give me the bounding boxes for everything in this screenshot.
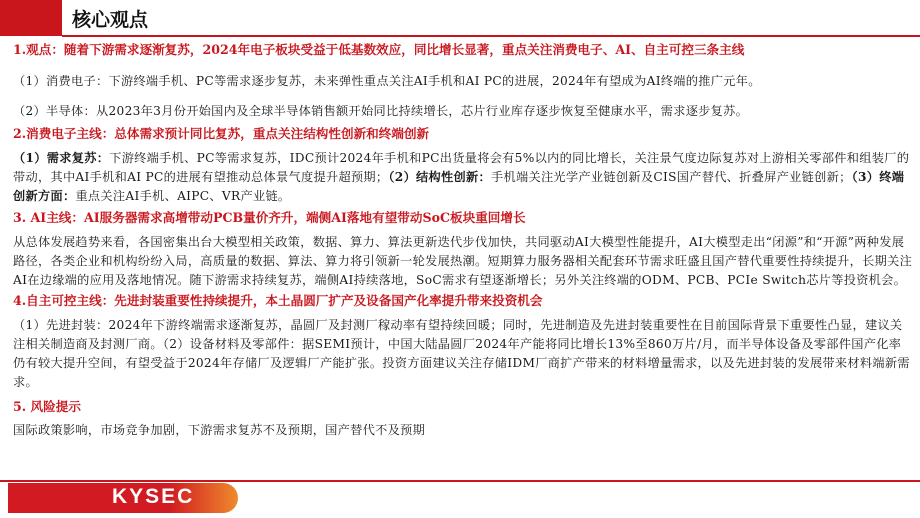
demand-recovery-text: 下游终端手机、PC等需求复苏，IDC预计2024年手机和PC出货量将会有5%以内的同比增长，关注景气度边际复苏对上游相关零部件和组装厂的带动，其中AI手机和AI PC的进展有望推动总体景气度提升超预期； <box>13 151 910 184</box>
content-area <box>13 40 913 440</box>
title-accent-block <box>0 0 62 36</box>
section-2-heading: 2.消费电子主线：总体需求预计同比复苏，重点关注结构性创新和终端创新 <box>13 126 430 141</box>
footer-divider <box>0 480 920 482</box>
structural-innovation-text: 手机端关注光学产业链创新及CIS国产替代、折叠屏产业链创新； <box>491 170 852 184</box>
section-4-heading: 4.自主可控主线：先进封装重要性持续提升，本土晶圆厂扩产及设备国产化率提升带来投资机会 <box>13 293 543 308</box>
section-1-paragraph-1: （1）消费电子：下游终端手机、PC等需求逐步复苏，未来弹性重点关注AI手机和AI PC的进展，2024年有望成为AI终端的推广元年。 <box>13 74 761 88</box>
title-underline <box>62 35 920 37</box>
title-bar <box>0 0 920 38</box>
logo-text: KYSEC <box>112 485 195 508</box>
section-4-paragraph: （1）先进封装：2024年下游终端需求逐渐复苏，晶圆厂及封测厂稼动率有望持续回暖；同时，先进制造及先进封装重要性在目前国际背景下重要性凸显，建议关注相关制造商及封测厂商。（2）设备材料及零部件：据SEMI预计，中国大陆晶圆厂2024年产能将同比增长13%至860万片/月，而半导体设备及零部件国产化率仍有较大提升空间，有望受益于2024年存储厂及逻辑厂产能扩张。投资方面建议关注存储IDM厂商扩产带来的材料增量需求，以及先进封装的发展带来材料端新需求。 <box>13 318 910 389</box>
section-1-paragraph-2: （2）半导体：从2023年3月份开始国内及全球半导体销售额开始同比持续增长，芯片行业库存逐步恢复至健康水平，需求逐步复苏。 <box>13 104 749 118</box>
section-2-paragraph <box>13 149 913 206</box>
kysec-logo <box>8 483 238 513</box>
section-1-heading: 1.观点：随着下游需求逐渐复苏，2024年电子板块受益于低基数效应，同比增长显著，重点关注消费电子、AI、自主可控三条主线 <box>13 42 745 57</box>
page-title: 核心观点 <box>72 9 149 31</box>
section-5-paragraph: 国际政策影响，市场竞争加剧，下游需求复苏不及预期，国产替代不及预期 <box>13 423 426 437</box>
section-3-paragraph: 从总体发展趋势来看，各国密集出台大模型相关政策，数据、算力、算法更新迭代步伐加快，共同驱动AI大模型性能提升，AI大模型走出“闭源”和“开源”两种发展路径，各类企业和机构纷纷入局，高质量的数据、算法、算力将引领新一轮发展热潮。短期算力服务器相关配套环节需求旺盛且国产替代重要性持续提升，长期关注AI在边缘端的应用及落地情况。随下游需求持续复苏，端侧AI持续落地，SoC需求有望逐渐增长；另外关注终端的ODM、PCB、PCIe Switch芯片等投资机会。 <box>13 235 913 287</box>
structural-innovation-label: （2）结构性创新： <box>388 170 491 184</box>
terminal-innovation-text: 重点关注AI手机、AIPC、VR产业链。 <box>75 189 291 203</box>
demand-recovery-label: （1）需求复苏： <box>13 151 110 165</box>
section-5-heading: 5. 风险提示 <box>13 399 81 414</box>
terminal-innovation-label: （3）终端创新方面： <box>13 170 905 203</box>
section-3-heading: 3. AI主线：AI服务器需求高增带动PCB量价齐升，端侧AI落地有望带动SoC板块重回增长 <box>13 210 526 225</box>
